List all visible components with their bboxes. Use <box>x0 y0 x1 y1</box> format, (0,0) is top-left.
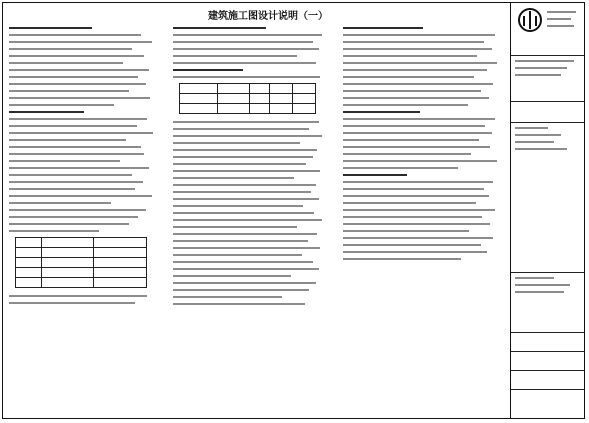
title-block-cell <box>511 102 584 123</box>
title-block-cell <box>511 123 584 273</box>
title-block-cell <box>511 273 584 333</box>
area-table <box>15 237 147 288</box>
title-block-cell <box>511 371 584 390</box>
title-block-cell <box>511 56 584 102</box>
title-block-cell <box>511 333 584 352</box>
drawing-title: 建筑施工图设计说明（一） <box>208 11 328 22</box>
notes-block <box>343 27 503 260</box>
title-block <box>510 3 584 418</box>
notes-column-right <box>343 27 503 413</box>
company-logo <box>517 7 543 35</box>
notes-block <box>9 295 159 304</box>
notes-block <box>173 121 328 305</box>
materials-table <box>179 83 316 114</box>
notes-column-middle <box>173 27 328 413</box>
notes-block <box>173 27 328 78</box>
notes-column-left <box>9 27 159 413</box>
drawing-sheet <box>2 2 585 419</box>
notes-block <box>9 27 159 232</box>
title-block-cell <box>511 352 584 371</box>
company-logo-cell <box>511 3 584 56</box>
